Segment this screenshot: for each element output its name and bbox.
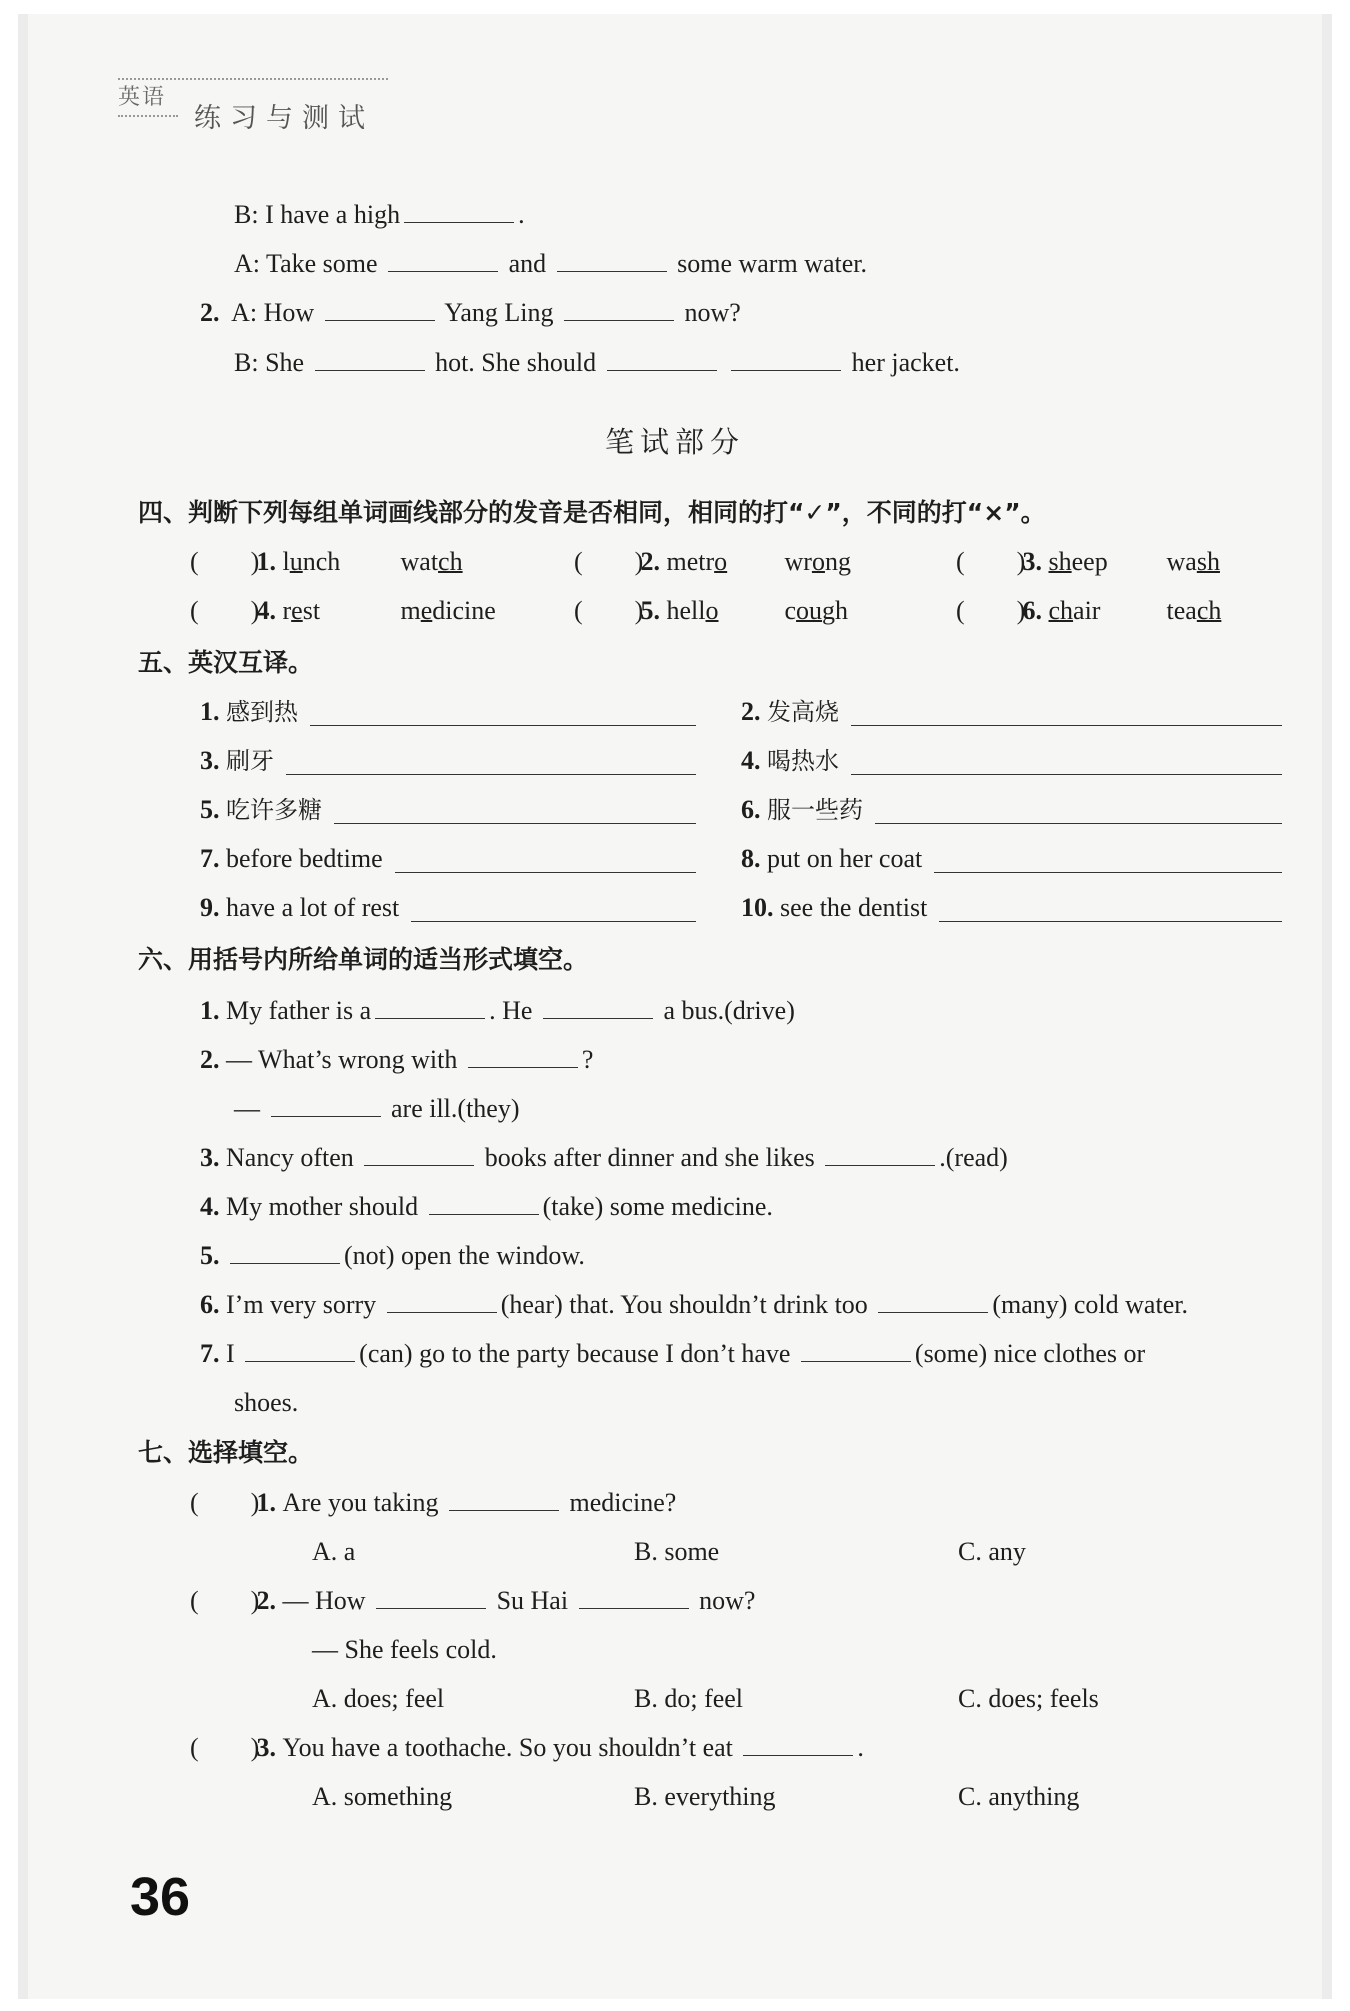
word-2 [785,545,851,579]
translation-item [200,842,383,876]
answer-blank[interactable] [429,1190,539,1215]
question-number: 10. [741,893,774,922]
answer-paren[interactable]: ( ) [190,547,260,576]
pronunciation-item [190,545,463,579]
answer-blank[interactable] [325,296,435,321]
word-part: hell [666,596,706,625]
word-part: wa [1166,547,1197,576]
question-text: medicine? [569,1488,677,1517]
phrase-text: before bedtime [226,844,383,873]
pronunciation-item [574,545,851,579]
question-number: 3. [200,746,220,775]
question-number: 5. [200,1241,220,1270]
question-text: I’m very sorry [226,1290,377,1319]
fill-q4 [200,1190,773,1224]
question-number: 3. [200,1143,220,1172]
option-b[interactable]: B. do; feel [634,1684,744,1713]
option-a[interactable]: A. something [312,1782,453,1811]
answer-blank[interactable] [801,1337,911,1362]
dialog-reply: — She feels cold. [312,1635,497,1664]
answer-line[interactable] [851,725,1282,726]
question-text: (some) nice clothes or [914,1339,1146,1368]
phrase-text: 感到热 [226,698,298,726]
option-b[interactable]: B. everything [634,1782,776,1811]
fill-q7 [200,1337,1145,1371]
phrase-text: 吃许多糖 [226,796,322,824]
answer-paren[interactable]: ( ) [574,547,644,576]
word-part: gh [822,596,849,625]
question-number: 2. [741,697,761,726]
underlined-letters: ch [1196,596,1222,625]
dialog-text: A: How [231,298,315,327]
answer-paren[interactable]: ( ) [190,1733,260,1762]
word-1 [1049,594,1159,628]
question-number: 2. [200,298,220,327]
section-4-title: 四、判断下列每组单词画线部分的发音是否相同，相同的打“✓”，不同的打“×”。 [138,498,1046,527]
word-2 [785,594,849,628]
question-text: — How [282,1586,366,1615]
question-text: Are you taking [282,1488,439,1517]
word-1 [283,594,393,628]
dialog-line-b1: B: I have a high . [234,200,525,229]
question-text: shoes. [234,1388,299,1417]
answer-blank[interactable] [388,247,498,272]
answer-line[interactable] [334,823,696,824]
question-text: books after dinner and she likes [484,1143,815,1172]
answer-paren[interactable]: ( ) [190,1586,260,1615]
pronunciation-item [956,545,1220,579]
underlined-letters: e [291,596,303,625]
dialog-text: some warm water. [677,249,867,278]
answer-paren[interactable]: ( ) [956,596,1026,625]
translation-item [200,744,274,778]
question-text: You have a toothache. So you shouldn’t eat [282,1733,733,1762]
question-number: 3. [1022,547,1042,576]
answer-blank[interactable] [364,1141,474,1166]
answer-line[interactable] [286,774,696,775]
question-number: 1. [256,547,276,576]
choice-q1 [190,1486,676,1520]
word-part: air [1073,596,1101,625]
page-number: 36 [130,1867,191,1927]
question-text: ? [581,1045,594,1074]
dialog-text: B: I have a high [234,200,401,229]
answer-paren[interactable]: ( ) [956,547,1026,576]
question-number: 1. [256,1488,276,1517]
answer-blank[interactable] [245,1337,355,1362]
word-part: st [302,596,321,625]
answer-line[interactable] [934,872,1282,873]
option-b[interactable]: B. some [634,1537,720,1566]
answer-blank[interactable] [731,346,841,371]
section-7-title: 七、选择填空。 [138,1438,314,1467]
word-part: c [784,596,797,625]
answer-blank[interactable] [825,1141,935,1166]
answer-blank[interactable] [743,1731,853,1756]
answer-blank[interactable] [315,346,425,371]
question-number: 4. [741,746,761,775]
underlined-letters: ou [796,596,823,625]
answer-line[interactable] [395,872,696,873]
translation-item [200,891,399,925]
answer-blank[interactable] [557,247,667,272]
fill-q2-line2 [234,1092,520,1126]
underlined-letters: sh [1048,547,1072,576]
fill-q1 [200,994,795,1028]
phrase-text: 喝热水 [767,747,839,775]
question-number: 3. [256,1733,276,1762]
question-number: 5. [640,596,660,625]
fill-q3 [200,1141,1008,1175]
option-c[interactable]: C. any [958,1537,1026,1566]
translation-item [200,695,298,729]
word-2 [401,594,496,628]
answer-paren[interactable]: ( ) [190,1488,260,1517]
word-part: r [282,596,292,625]
question-text: Su Hai [496,1586,569,1615]
question-number: 9. [200,893,220,922]
underlined-letters: e [420,596,433,625]
answer-line[interactable] [851,774,1282,775]
pronunciation-item [574,594,848,628]
question-number: 6. [741,795,761,824]
question-text: (can) go to the party because I don’t have [359,1339,791,1368]
answer-blank[interactable] [468,1043,578,1068]
translation-item [200,793,322,827]
translation-item [741,744,839,778]
underlined-letters: o [705,596,719,625]
question-number: 7. [200,1339,220,1368]
answer-line[interactable] [411,921,696,922]
phrase-text: 发高烧 [767,698,839,726]
question-number: 4. [200,1192,220,1221]
question-text: My father is a [226,996,372,1025]
answer-paren[interactable]: ( ) [574,596,644,625]
word-2 [401,545,463,579]
dialog-text: A: Take some [234,249,378,278]
phrase-text: 服一些药 [767,796,863,824]
question-number: 8. [741,844,761,873]
option-a[interactable]: A. a [312,1537,356,1566]
dialog-line-q2a [200,296,741,330]
question-text: My mother should [226,1192,419,1221]
question-text: (hear) that. You shouldn’t drink too [500,1290,868,1319]
answer-line[interactable] [939,921,1282,922]
word-2 [1167,545,1220,579]
section-6-title: 六、用括号内所给单词的适当形式填空。 [138,945,589,974]
book-title: 练习与测试 [194,103,374,134]
underlined-letters: ch [1048,596,1074,625]
question-number: 1. [200,697,220,726]
subject-label: 英语 [118,80,178,117]
word-part: metr [666,547,715,576]
answer-blank[interactable] [375,994,485,1019]
pronunciation-item [956,594,1221,628]
dialog-text: Yang Ling [444,298,554,327]
answer-blank[interactable] [449,1486,559,1511]
question-text: (not) open the window. [344,1241,585,1270]
answer-paren[interactable]: ( ) [190,596,260,625]
answer-blank[interactable] [404,198,514,223]
fill-q2 [200,1043,593,1077]
translation-item [741,793,863,827]
word-part: wr [784,547,812,576]
word-1 [1049,545,1159,579]
answer-line[interactable] [310,725,696,726]
option-c[interactable]: C. anything [958,1782,1080,1811]
option-a[interactable]: A. does; feel [312,1684,445,1713]
word-part: tea [1166,596,1197,625]
word-part: nch [302,547,341,576]
answer-blank[interactable] [387,1288,497,1313]
underlined-letters: u [289,547,303,576]
dialog-text: and [508,249,547,278]
phrase-text: see the dentist [780,893,928,922]
translation-item [741,695,839,729]
word-1 [667,545,777,579]
question-text: . [857,1733,864,1762]
dialog-text: hot. She should [435,348,597,377]
dialog-text: B: She [234,348,305,377]
question-text: .(read) [939,1143,1008,1172]
question-number: 2. [640,547,660,576]
dialog-line-q2b [234,346,960,380]
answer-blank[interactable] [543,994,653,1019]
question-number: 6. [200,1290,220,1319]
question-text: — What’s wrong with [226,1045,458,1074]
translation-item [741,842,922,876]
question-text: . He [489,996,533,1025]
translation-item [741,891,927,925]
question-number: 4. [256,596,276,625]
fill-q7-line2 [234,1386,298,1420]
choice-q2 [190,1584,755,1618]
section-5-title: 五、英汉互译。 [138,648,314,677]
underlined-letters: o [811,547,825,576]
question-number: 2. [200,1045,220,1074]
answer-blank[interactable] [376,1584,486,1609]
answer-blank[interactable] [607,346,717,371]
dialog-line-a1 [234,247,867,281]
phrase-text: put on her coat [767,844,923,873]
choice-q3 [190,1731,864,1765]
answer-blank[interactable] [230,1239,340,1264]
underlined-letters: ch [438,547,463,576]
word-1 [667,594,777,628]
option-c[interactable]: C. does; feels [958,1684,1099,1713]
word-2 [1167,594,1222,628]
word-part: wat [400,547,439,576]
pronunciation-item [190,594,496,628]
word-part: dicine [432,596,496,625]
underlined-letters: sh [1196,547,1220,576]
answer-blank[interactable] [579,1584,689,1609]
question-text: are ill.(they) [391,1094,520,1123]
question-text: (many) cold water. [992,1290,1188,1319]
word-part: m [400,596,421,625]
question-text: (take) some medicine. [542,1192,773,1221]
section-heading-written: 笔试部分 [604,425,745,459]
question-text: Nancy often [226,1143,354,1172]
question-text: I [226,1339,235,1368]
fill-q5 [200,1239,585,1273]
answer-blank[interactable] [564,296,674,321]
phrase-text: have a lot of rest [226,893,400,922]
answer-blank[interactable] [271,1092,381,1117]
question-number: 7. [200,844,220,873]
phrase-text: 刷牙 [226,747,274,775]
answer-blank[interactable] [878,1288,988,1313]
question-number: 5. [200,795,220,824]
question-text: — [234,1094,260,1123]
dialog-text: her jacket. [851,348,960,377]
underlined-letters: o [714,547,728,576]
word-part: ng [824,547,851,576]
fill-q6 [200,1288,1188,1322]
answer-line[interactable] [875,823,1282,824]
word-part: eep [1071,547,1108,576]
question-number: 6. [1022,596,1042,625]
question-text: a bus.(drive) [663,996,795,1025]
dialog-text: now? [684,298,741,327]
question-number: 2. [256,1586,276,1615]
question-number: 1. [200,996,220,1025]
question-text: now? [699,1586,756,1615]
word-part: l [282,547,290,576]
word-1 [283,545,393,579]
